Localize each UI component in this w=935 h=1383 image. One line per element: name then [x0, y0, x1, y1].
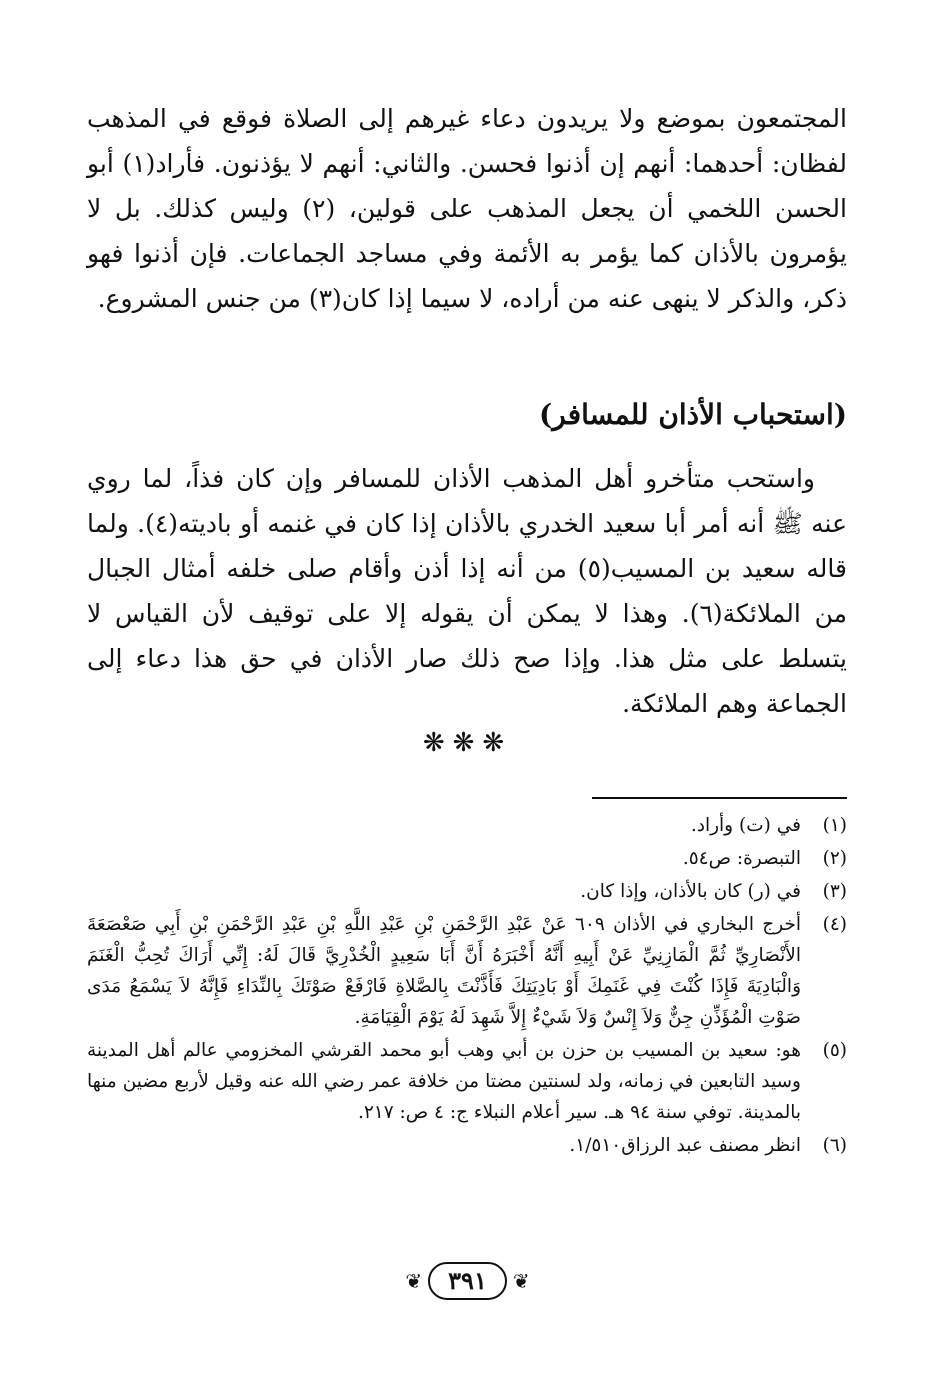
footnote-text: هو: سعيد بن المسيب بن حزن بن أبي وهب أبو محمد القرشي المخزومي عالم أهل المدينة وسيد التابعين في زمانه، ولد لسنتين مضتا من خلافة عمر رضي الله عنه وقيل لأربع مضين منها بالمدينة. توفي سنة ٩٤ هـ. سير أعلام النبلاء ج: ٤ ص: ٢١٧.: [87, 1040, 801, 1123]
footnote-text: في (ت) وأراد.: [690, 815, 801, 836]
footnote-item: [87, 843, 847, 874]
footnotes: [87, 810, 847, 1163]
footnote-item: [87, 1130, 847, 1161]
footnote-item: [87, 810, 847, 841]
footnote-item: [87, 876, 847, 907]
footnote-text: انظر مصنف عبد الرزاق١/٥١٠.: [569, 1135, 801, 1156]
body-paragraph-2: واستحب متأخرو أهل المذهب الأذان للمسافر وإن كان فذاً، لما روي عنه ﷺ أنه أمر أبا سعيد الخدري بالأذان إذا كان في غنمه أو باديته(٤). ولما قاله سعيد بن المسيب(٥) من أنه إذا أذن وأقام صلى خلفه أمثال الجبال من الملائكة(٦). وهذا لا يمكن أن يقوله إلا على توقيف لأن القياس لا يتسلط على مثل هذا. وإذا صح ذلك صار الأذان في حق هذا دعاء إلى الجماعة وهم الملائكة.: [87, 464, 847, 718]
footnote-number: (٦): [822, 1135, 847, 1156]
footnote-text: التبصرة: ص٥٤.: [682, 848, 801, 869]
page-number: ٣٩١: [428, 1262, 507, 1300]
section-heading: (استحباب الأذان للمسافر): [539, 398, 847, 431]
section-divider-ornament: ❋❋❋: [422, 728, 513, 758]
flourish-right-icon: ❦: [512, 1269, 530, 1293]
body-paragraph-1: المجتمعون بموضع ولا يريدون دعاء غيرهم إلى الصلاة فوقع في المذهب لفظان: أحدهما: أنهم إن أذنوا فحسن. والثاني: أنهم لا يؤذنون. فأراد(١) أبو الحسن اللخمي أن يجعل المذهب على قولين، (٢) وليس كذلك. بل لا يؤمرون بالأذان كما يؤمر به الأئمة وفي مساجد الجماعات. فإن أذنوا فهو ذكر، والذكر لا ينهى عنه من أراده، لا سيما إذا كان(٣) من جنس المشروع.: [87, 104, 847, 313]
footnote-item: [87, 909, 847, 1033]
footnote-number: (٢): [822, 848, 847, 869]
footnote-text: أخرج البخاري في الأذان ٦٠٩ عَنْ عَبْدِ الرَّحْمَنِ بْنِ عَبْدِ اللَّهِ بْنِ عَبْدِ الرَّحْمَنِ بْنِ أَبِي صَعْصَعَةَ الأَنْصَارِيِّ ثُمَّ الْمَازِنِيِّ عَنْ أَبِيهِ أَنَّهُ أَخْبَرَهُ أَنَّ أَبَا سَعِيدٍ الْخُدْرِيَّ قَالَ لَهُ: إِنِّي أَرَاكَ تُحِبُّ الْغَنَمَ وَالْبَادِيَةَ فَإِذَا كُنْتَ فِي غَنَمِكَ أَوْ بَادِيَتِكَ فَأَذَّنْتَ بِالصَّلاةِ فَارْفَعْ صَوْتَكَ بِالنِّدَاءِ فَإِنَّهُ لاَ يَسْمَعُ مَدَى صَوْتِ الْمُؤَذِّنِ جِنٌّ وَلاَ إِنْسٌ وَلاَ شَيْءٌ إِلاَّ شَهِدَ لَهُ يَوْمَ الْقِيَامَةِ.: [87, 914, 801, 1028]
footnote-number: (٣): [822, 881, 847, 902]
flourish-left-icon: ❦: [405, 1269, 423, 1293]
footnote-text: في (ر) كان بالأذان، وإذا كان.: [580, 881, 801, 902]
footnote-item: [87, 1035, 847, 1128]
footnote-separator: [592, 797, 847, 799]
footnote-number: (١): [822, 815, 847, 836]
footnote-number: (٤): [822, 914, 847, 935]
footnote-number: (٥): [822, 1040, 847, 1061]
page-number-block: [0, 1262, 935, 1300]
